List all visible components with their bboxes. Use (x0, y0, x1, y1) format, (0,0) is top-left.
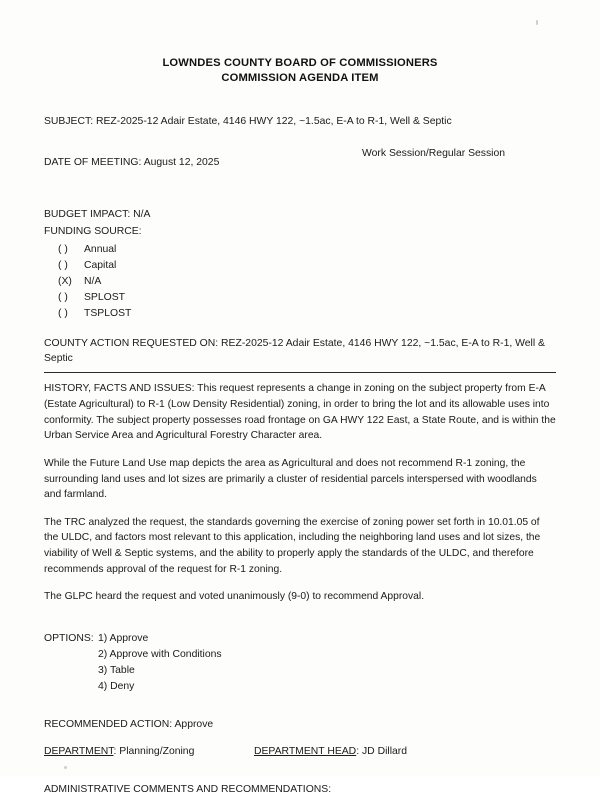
funding-option-checkbox[interactable]: ( ) (58, 259, 68, 271)
county-action-field (44, 336, 556, 366)
section-divider (44, 372, 556, 373)
funding-source-options (44, 242, 556, 323)
header-line-1: LOWNDES COUNTY BOARD OF COMMISSIONERS (162, 57, 438, 69)
funding-option-checkbox[interactable]: ( ) (58, 308, 68, 320)
recommended-action-label: RECOMMENDED ACTION: (44, 719, 175, 731)
history-paragraph-4: The GLPC heard the request and voted unanimously (9-0) to recommend Approval. (44, 591, 425, 603)
funding-option[interactable] (44, 274, 556, 290)
funding-option[interactable] (44, 306, 556, 322)
subject-label: SUBJECT: (44, 116, 96, 128)
funding-option-label: Annual (84, 243, 117, 255)
funding-option-checkbox[interactable]: ( ) (58, 243, 68, 255)
department-head-value: JD Dillard (361, 746, 408, 758)
history-paragraph-2: While the Future Land Use map depicts the area as Agricultural and does not recommend R-1 zoning, the surrounding land uses and lot sizes are primarily a cluster of residential parcels interspersed with woodlands and farmland. (44, 457, 537, 501)
funding-option-label: N/A (84, 275, 102, 287)
option-item-4[interactable]: 4) Deny (98, 681, 135, 693)
date-of-meeting-value: August 12, 2025 (143, 157, 220, 169)
meeting-row (44, 147, 556, 193)
history-text-1: This request represents a change in zoning on the subject property from E-A (Estate Agricultural) to R-1 (Low Density Residential) zoning, in order to bring the lot and its allowable uses into conformity. The subject property possesses road frontage on GA HWY 122 East, a State Route, and is within the Urban Service Area and Agricultural Forestry Character area. (44, 383, 556, 442)
funding-source-label: FUNDING SOURCE: (44, 225, 142, 237)
budget-section (44, 207, 556, 322)
funding-option[interactable] (44, 290, 556, 306)
administrative-comments-label: ADMINISTRATIVE COMMENTS AND RECOMMENDATIONS: (44, 784, 332, 795)
budget-impact-label: BUDGET IMPACT: (44, 209, 134, 221)
department-separator: : (113, 746, 120, 758)
options-row-1 (44, 631, 556, 647)
option-item-3[interactable]: 3) Table (98, 665, 135, 677)
session-type: Work Session/Regular Session (362, 148, 506, 160)
county-action-value: REZ-2025-12 Adair Estate, 4146 HWY 122, ~1.5ac, E-A to R-1, Well & Septic (44, 338, 545, 365)
department-row (44, 746, 556, 762)
department-value: Planning/Zoning (119, 746, 195, 758)
funding-option-checkbox[interactable]: (X) (58, 275, 72, 287)
department-head-separator: : (356, 746, 362, 758)
date-of-meeting-label: DATE OF MEETING: (44, 157, 144, 169)
funding-option-label: SPLOST (84, 291, 125, 303)
funding-option[interactable] (44, 242, 556, 258)
funding-option[interactable] (44, 258, 556, 274)
recommended-action-value: Approve (174, 719, 214, 731)
history-label: HISTORY, FACTS AND ISSUES: (44, 383, 198, 395)
history-paragraph-1 (44, 381, 556, 444)
county-action-label: COUNTY ACTION REQUESTED ON: (44, 338, 222, 350)
funding-option-label: TSPLOST (84, 308, 132, 320)
department-field (44, 746, 194, 757)
subject-field (44, 114, 556, 129)
recommended-action-field (44, 719, 556, 730)
department-head-label: DEPARTMENT HEAD (254, 746, 357, 758)
document-body (44, 0, 556, 795)
options-label: OPTIONS: (44, 632, 94, 644)
department-label: DEPARTMENT (44, 746, 114, 758)
funding-option-label: Capital (84, 259, 117, 271)
subject-value: REZ-2025-12 Adair Estate, 4146 HWY 122, ~1.5ac, E-A to R-1, Well & Septic (95, 116, 452, 128)
history-paragraph-3: The TRC analyzed the request, the standards governing the exercise of zoning power set forth in 10.01.05 of the ULDC, and factors most relevant to this application, including the neighboring land uses and lot sizes, the viability of Well & Septic systems, and the ability to properly apply the standards of the ULDC, and therefore recommends approval of the request for R-1 zoning. (44, 516, 541, 575)
header-line-2: COMMISSION AGENDA ITEM (221, 72, 379, 85)
options-section (44, 631, 556, 696)
document-header (44, 56, 556, 86)
funding-option-checkbox[interactable]: ( ) (58, 291, 68, 303)
option-item-2[interactable]: 2) Approve with Conditions (98, 649, 222, 661)
option-item-1[interactable]: 1) Approve (98, 632, 149, 644)
budget-impact-value: N/A (133, 209, 151, 221)
date-of-meeting-field (44, 157, 219, 168)
department-head-field (254, 746, 407, 757)
budget-impact-field (44, 207, 556, 223)
